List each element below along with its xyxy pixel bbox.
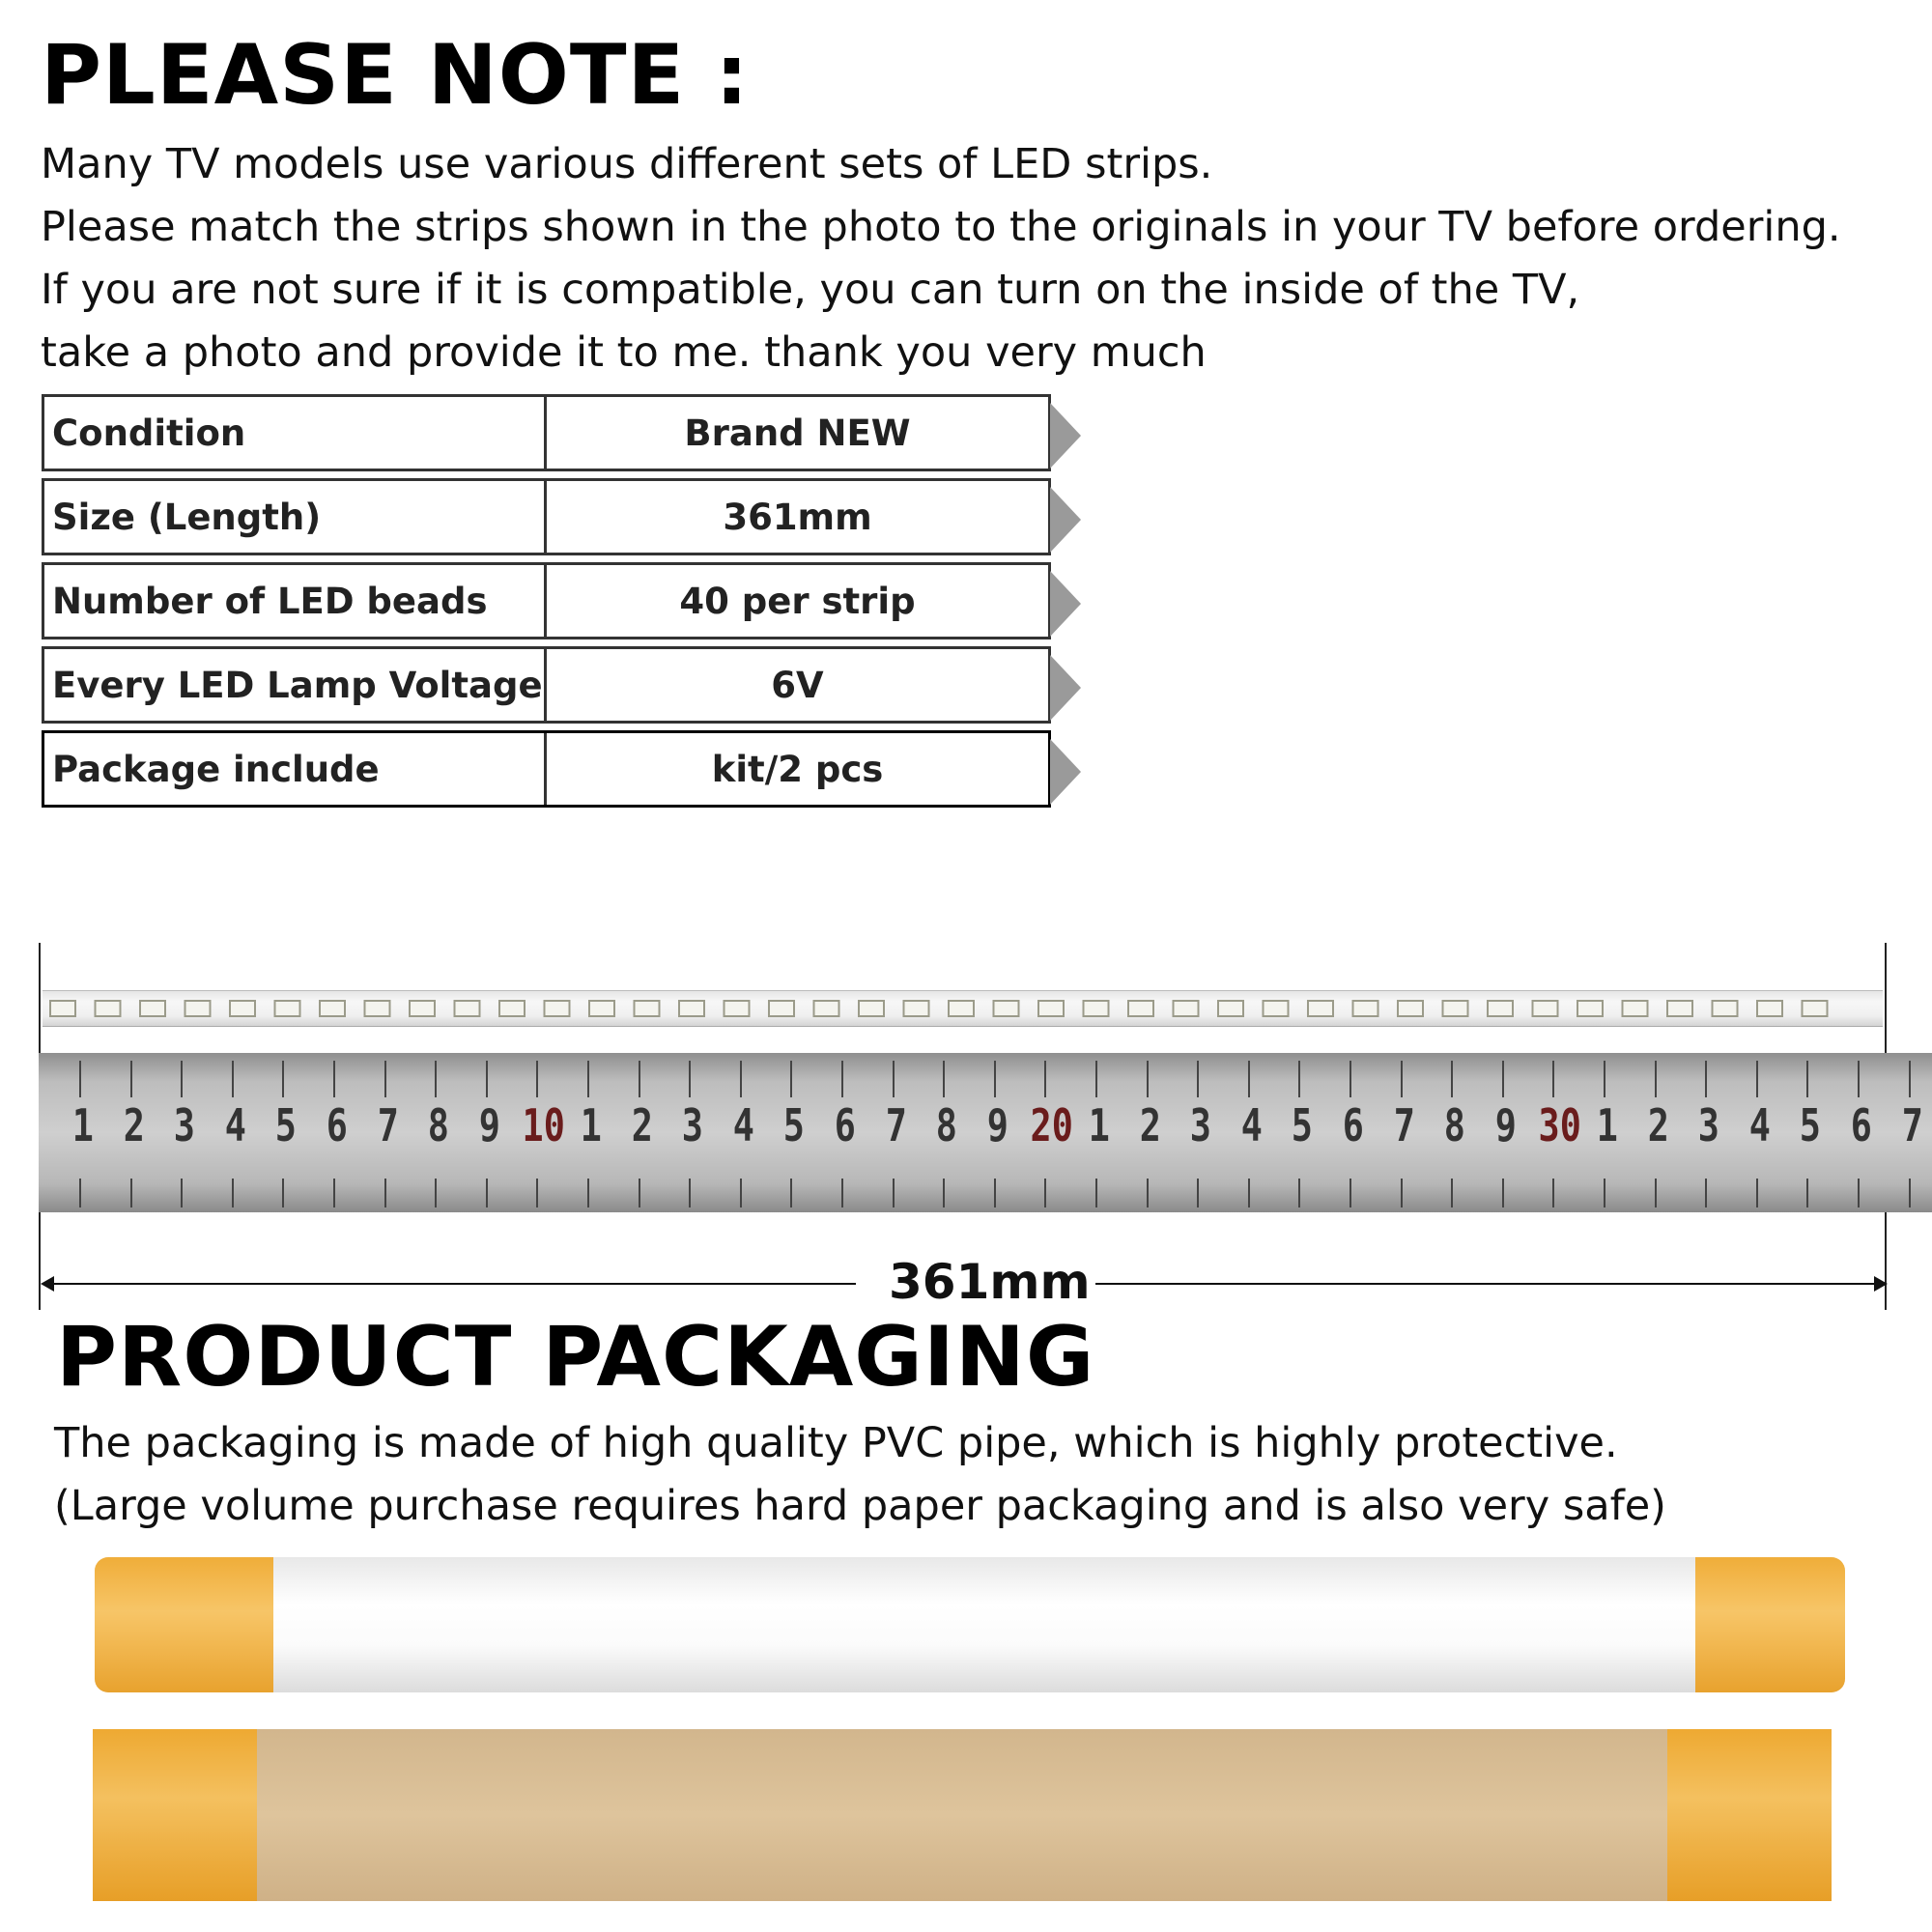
- led-bead: [589, 1001, 614, 1016]
- spec-value: kit/2 pcs: [711, 748, 884, 790]
- ruler-tick: [130, 1061, 132, 1097]
- spec-value: 40 per strip: [679, 580, 916, 622]
- led-bead: [140, 1001, 165, 1016]
- ruler-tick: [536, 1179, 538, 1208]
- ruler-tick: [1806, 1179, 1808, 1208]
- packaging-line: The packaging is made of high quality PVC pipe, which is highly protective.: [54, 1419, 1618, 1467]
- please-note-title: PLEASE NOTE :: [41, 27, 750, 124]
- ruler-tick: [689, 1179, 691, 1208]
- note-line: Many TV models use various different sets of LED strips.: [41, 140, 1213, 188]
- ruler-number: 5: [1292, 1099, 1314, 1151]
- ruler-tick: [79, 1061, 81, 1097]
- spec-value: 361mm: [723, 496, 872, 538]
- ruler-number: 8: [935, 1099, 958, 1151]
- ruler-tick: [79, 1179, 81, 1208]
- ruler-number: 3: [1697, 1099, 1720, 1151]
- ruler-tick: [1147, 1179, 1149, 1208]
- arrow-right-icon: [1050, 403, 1081, 469]
- led-bead: [455, 1001, 480, 1016]
- led-bead: [724, 1001, 750, 1016]
- spec-value: 6V: [771, 664, 824, 706]
- led-bead: [1533, 1001, 1558, 1016]
- ruler-number: 6: [1850, 1099, 1872, 1151]
- led-bead: [1128, 1001, 1153, 1016]
- ruler-tick: [1095, 1061, 1097, 1097]
- led-bead: [635, 1001, 660, 1016]
- spec-label: Size (Length): [44, 481, 547, 553]
- led-strip-image: [43, 990, 1883, 1027]
- ruler-image: [39, 1053, 1932, 1212]
- led-bead: [1757, 1001, 1782, 1016]
- ruler-tick: [893, 1179, 895, 1208]
- led-bead: [1398, 1001, 1423, 1016]
- ruler-tick: [1451, 1179, 1453, 1208]
- spec-row-condition: [42, 394, 1051, 471]
- arrow-right-icon: [1050, 571, 1081, 637]
- ruler-number: 2: [1647, 1099, 1669, 1151]
- spec-table: [42, 394, 1094, 814]
- dimension-line-left: [43, 1283, 856, 1285]
- led-bead: [185, 1001, 211, 1016]
- ruler-tick: [333, 1179, 335, 1208]
- tape-end-right: [1695, 1557, 1845, 1692]
- ruler-number: 7: [885, 1099, 907, 1151]
- ruler-tick: [1401, 1061, 1403, 1097]
- ruler-tick: [1350, 1061, 1351, 1097]
- ruler-tick: [1350, 1179, 1351, 1208]
- ruler-tick: [1044, 1179, 1046, 1208]
- led-bead: [1353, 1001, 1378, 1016]
- ruler-number: 7: [377, 1099, 399, 1151]
- ruler-tick: [1248, 1179, 1250, 1208]
- spec-row-led-beads: [42, 562, 1051, 639]
- led-bead: [1038, 1001, 1064, 1016]
- ruler-number: 9: [986, 1099, 1009, 1151]
- ruler-number: 3: [681, 1099, 704, 1151]
- ruler-tick: [232, 1179, 234, 1208]
- ruler-tick: [1401, 1179, 1403, 1208]
- ruler-number: 30: [1538, 1099, 1582, 1151]
- ruler-number: 2: [631, 1099, 653, 1151]
- led-bead: [50, 1001, 75, 1016]
- pvc-tube-image: [95, 1557, 1845, 1692]
- ruler-number: 10: [522, 1099, 566, 1151]
- ruler-tick: [1756, 1179, 1758, 1208]
- ruler-number: 3: [173, 1099, 196, 1151]
- arrow-right-icon: [1050, 487, 1081, 553]
- ruler-tick: [1858, 1061, 1860, 1097]
- led-bead: [904, 1001, 929, 1016]
- ruler-tick: [1197, 1061, 1199, 1097]
- note-line: If you are not sure if it is compatible, you can turn on the inside of the TV,: [41, 266, 1580, 314]
- ruler-tick: [1604, 1061, 1605, 1097]
- ruler-number: 7: [1393, 1099, 1415, 1151]
- ruler-tick: [1705, 1061, 1707, 1097]
- ruler-tick: [740, 1061, 742, 1097]
- ruler-tick: [282, 1179, 284, 1208]
- ruler-tick: [1858, 1179, 1860, 1208]
- ruler-number: 1: [1596, 1099, 1618, 1151]
- ruler-number: 9: [478, 1099, 500, 1151]
- ruler-tick: [384, 1061, 386, 1097]
- packaging-line: (Large volume purchase requires hard paper packaging and is also very safe): [54, 1482, 1666, 1530]
- arrow-right-icon: [1050, 655, 1081, 721]
- ruler-number: 4: [1748, 1099, 1771, 1151]
- ruler-tick: [333, 1061, 335, 1097]
- ruler-tick: [1298, 1061, 1300, 1097]
- ruler-tick: [1909, 1179, 1911, 1208]
- ruler-tick: [232, 1061, 234, 1097]
- led-strip-measurement: [0, 937, 1932, 1310]
- ruler-tick: [435, 1061, 437, 1097]
- led-bead: [1084, 1001, 1109, 1016]
- ruler-tick: [639, 1179, 640, 1208]
- ruler-tick: [790, 1061, 792, 1097]
- ruler-number: 4: [224, 1099, 246, 1151]
- ruler-tick: [1147, 1061, 1149, 1097]
- ruler-tick: [1909, 1061, 1911, 1097]
- ruler-tick: [486, 1061, 488, 1097]
- led-bead: [230, 1001, 255, 1016]
- cardboard-box-image: [93, 1729, 1832, 1901]
- led-bead: [1264, 1001, 1289, 1016]
- ruler-number: 6: [834, 1099, 856, 1151]
- arrow-right-icon: [1874, 1276, 1888, 1292]
- ruler-tick: [1248, 1061, 1250, 1097]
- ruler-tick: [384, 1179, 386, 1208]
- led-bead: [499, 1001, 525, 1016]
- led-bead: [1308, 1001, 1333, 1016]
- ruler-number: 1: [580, 1099, 602, 1151]
- note-line: Please match the strips shown in the photo to the originals in your TV before ordering.: [41, 203, 1841, 251]
- ruler-number: 1: [1088, 1099, 1110, 1151]
- note-text: [41, 133, 1841, 384]
- ruler-tick: [841, 1061, 843, 1097]
- ruler-number: 4: [732, 1099, 754, 1151]
- spec-label: Package include: [44, 733, 547, 805]
- ruler-tick: [1502, 1179, 1504, 1208]
- ruler-tick: [639, 1061, 640, 1097]
- led-bead: [949, 1001, 974, 1016]
- dimension-line-right: [1095, 1283, 1882, 1285]
- led-bead: [1174, 1001, 1199, 1016]
- ruler-tick: [994, 1179, 996, 1208]
- ruler-number: 20: [1030, 1099, 1074, 1151]
- led-bead: [1667, 1001, 1692, 1016]
- ruler-tick: [1502, 1061, 1504, 1097]
- ruler-tick: [486, 1179, 488, 1208]
- arrow-right-icon: [1050, 739, 1081, 805]
- led-bead: [994, 1001, 1019, 1016]
- ruler-tick: [943, 1061, 945, 1097]
- dimension-label: 361mm: [889, 1254, 1091, 1310]
- ruler-number: 3: [1189, 1099, 1212, 1151]
- spec-label: Condition: [44, 397, 547, 469]
- ruler-number: 4: [1240, 1099, 1263, 1151]
- ruler-tick: [740, 1179, 742, 1208]
- led-bead: [545, 1001, 570, 1016]
- tape-end-right: [1667, 1729, 1832, 1901]
- spec-label: Number of LED beads: [44, 565, 547, 637]
- ruler-tick: [130, 1179, 132, 1208]
- led-bead: [275, 1001, 300, 1016]
- ruler-tick: [1095, 1179, 1097, 1208]
- ruler-tick: [1451, 1061, 1453, 1097]
- ruler-tick: [587, 1179, 589, 1208]
- tape-end-left: [93, 1729, 257, 1901]
- ruler-tick: [1655, 1061, 1657, 1097]
- led-bead: [1443, 1001, 1468, 1016]
- ruler-number: 8: [1443, 1099, 1466, 1151]
- ruler-number: 8: [427, 1099, 450, 1151]
- ruler-tick: [1604, 1179, 1605, 1208]
- ruler-number: 5: [275, 1099, 298, 1151]
- ruler-tick: [1552, 1179, 1554, 1208]
- ruler-number: 2: [1139, 1099, 1161, 1151]
- ruler-number: 1: [71, 1099, 94, 1151]
- tape-end-left: [95, 1557, 273, 1692]
- led-bead: [679, 1001, 704, 1016]
- product-packaging-title: PRODUCT PACKAGING: [56, 1309, 1095, 1406]
- ruler-tick: [943, 1179, 945, 1208]
- led-bead: [320, 1001, 345, 1016]
- spec-row-voltage: [42, 646, 1051, 724]
- led-bead: [1803, 1001, 1828, 1016]
- ruler-number: 5: [1800, 1099, 1822, 1151]
- led-bead: [365, 1001, 390, 1016]
- spec-label: Every LED Lamp Voltage: [44, 649, 547, 721]
- led-bead: [814, 1001, 839, 1016]
- led-bead: [1713, 1001, 1738, 1016]
- ruler-tick: [181, 1061, 183, 1097]
- ruler-tick: [435, 1179, 437, 1208]
- ruler-tick: [1655, 1179, 1657, 1208]
- ruler-tick: [1806, 1061, 1808, 1097]
- ruler-tick: [1756, 1061, 1758, 1097]
- note-line: take a photo and provide it to me. thank you very much: [41, 328, 1207, 377]
- ruler-number: 5: [783, 1099, 806, 1151]
- ruler-tick: [893, 1061, 895, 1097]
- packaging-text: [54, 1412, 1666, 1538]
- ruler-tick: [536, 1061, 538, 1097]
- led-bead: [859, 1001, 884, 1016]
- ruler-tick: [282, 1061, 284, 1097]
- led-bead: [1488, 1001, 1513, 1016]
- ruler-tick: [994, 1061, 996, 1097]
- spec-row-size: [42, 478, 1051, 555]
- spec-row-package: [42, 730, 1051, 808]
- ruler-number: 6: [1342, 1099, 1364, 1151]
- led-bead: [1623, 1001, 1648, 1016]
- ruler-tick: [689, 1061, 691, 1097]
- ruler-tick: [1197, 1179, 1199, 1208]
- spec-value: Brand NEW: [684, 412, 911, 454]
- ruler-number: 9: [1494, 1099, 1517, 1151]
- ruler-number: 6: [326, 1099, 348, 1151]
- ruler-number: 7: [1901, 1099, 1923, 1151]
- ruler-number: 2: [123, 1099, 145, 1151]
- ruler-tick: [1705, 1179, 1707, 1208]
- led-bead: [1577, 1001, 1603, 1016]
- ruler-tick: [587, 1061, 589, 1097]
- ruler-tick: [1044, 1061, 1046, 1097]
- ruler-tick: [1552, 1061, 1554, 1097]
- ruler-tick: [790, 1179, 792, 1208]
- ruler-tick: [1298, 1179, 1300, 1208]
- led-bead: [1218, 1001, 1243, 1016]
- ruler-tick: [841, 1179, 843, 1208]
- ruler-tick: [181, 1179, 183, 1208]
- led-bead: [410, 1001, 435, 1016]
- led-bead: [769, 1001, 794, 1016]
- arrow-left-icon: [41, 1276, 54, 1292]
- led-bead: [96, 1001, 121, 1016]
